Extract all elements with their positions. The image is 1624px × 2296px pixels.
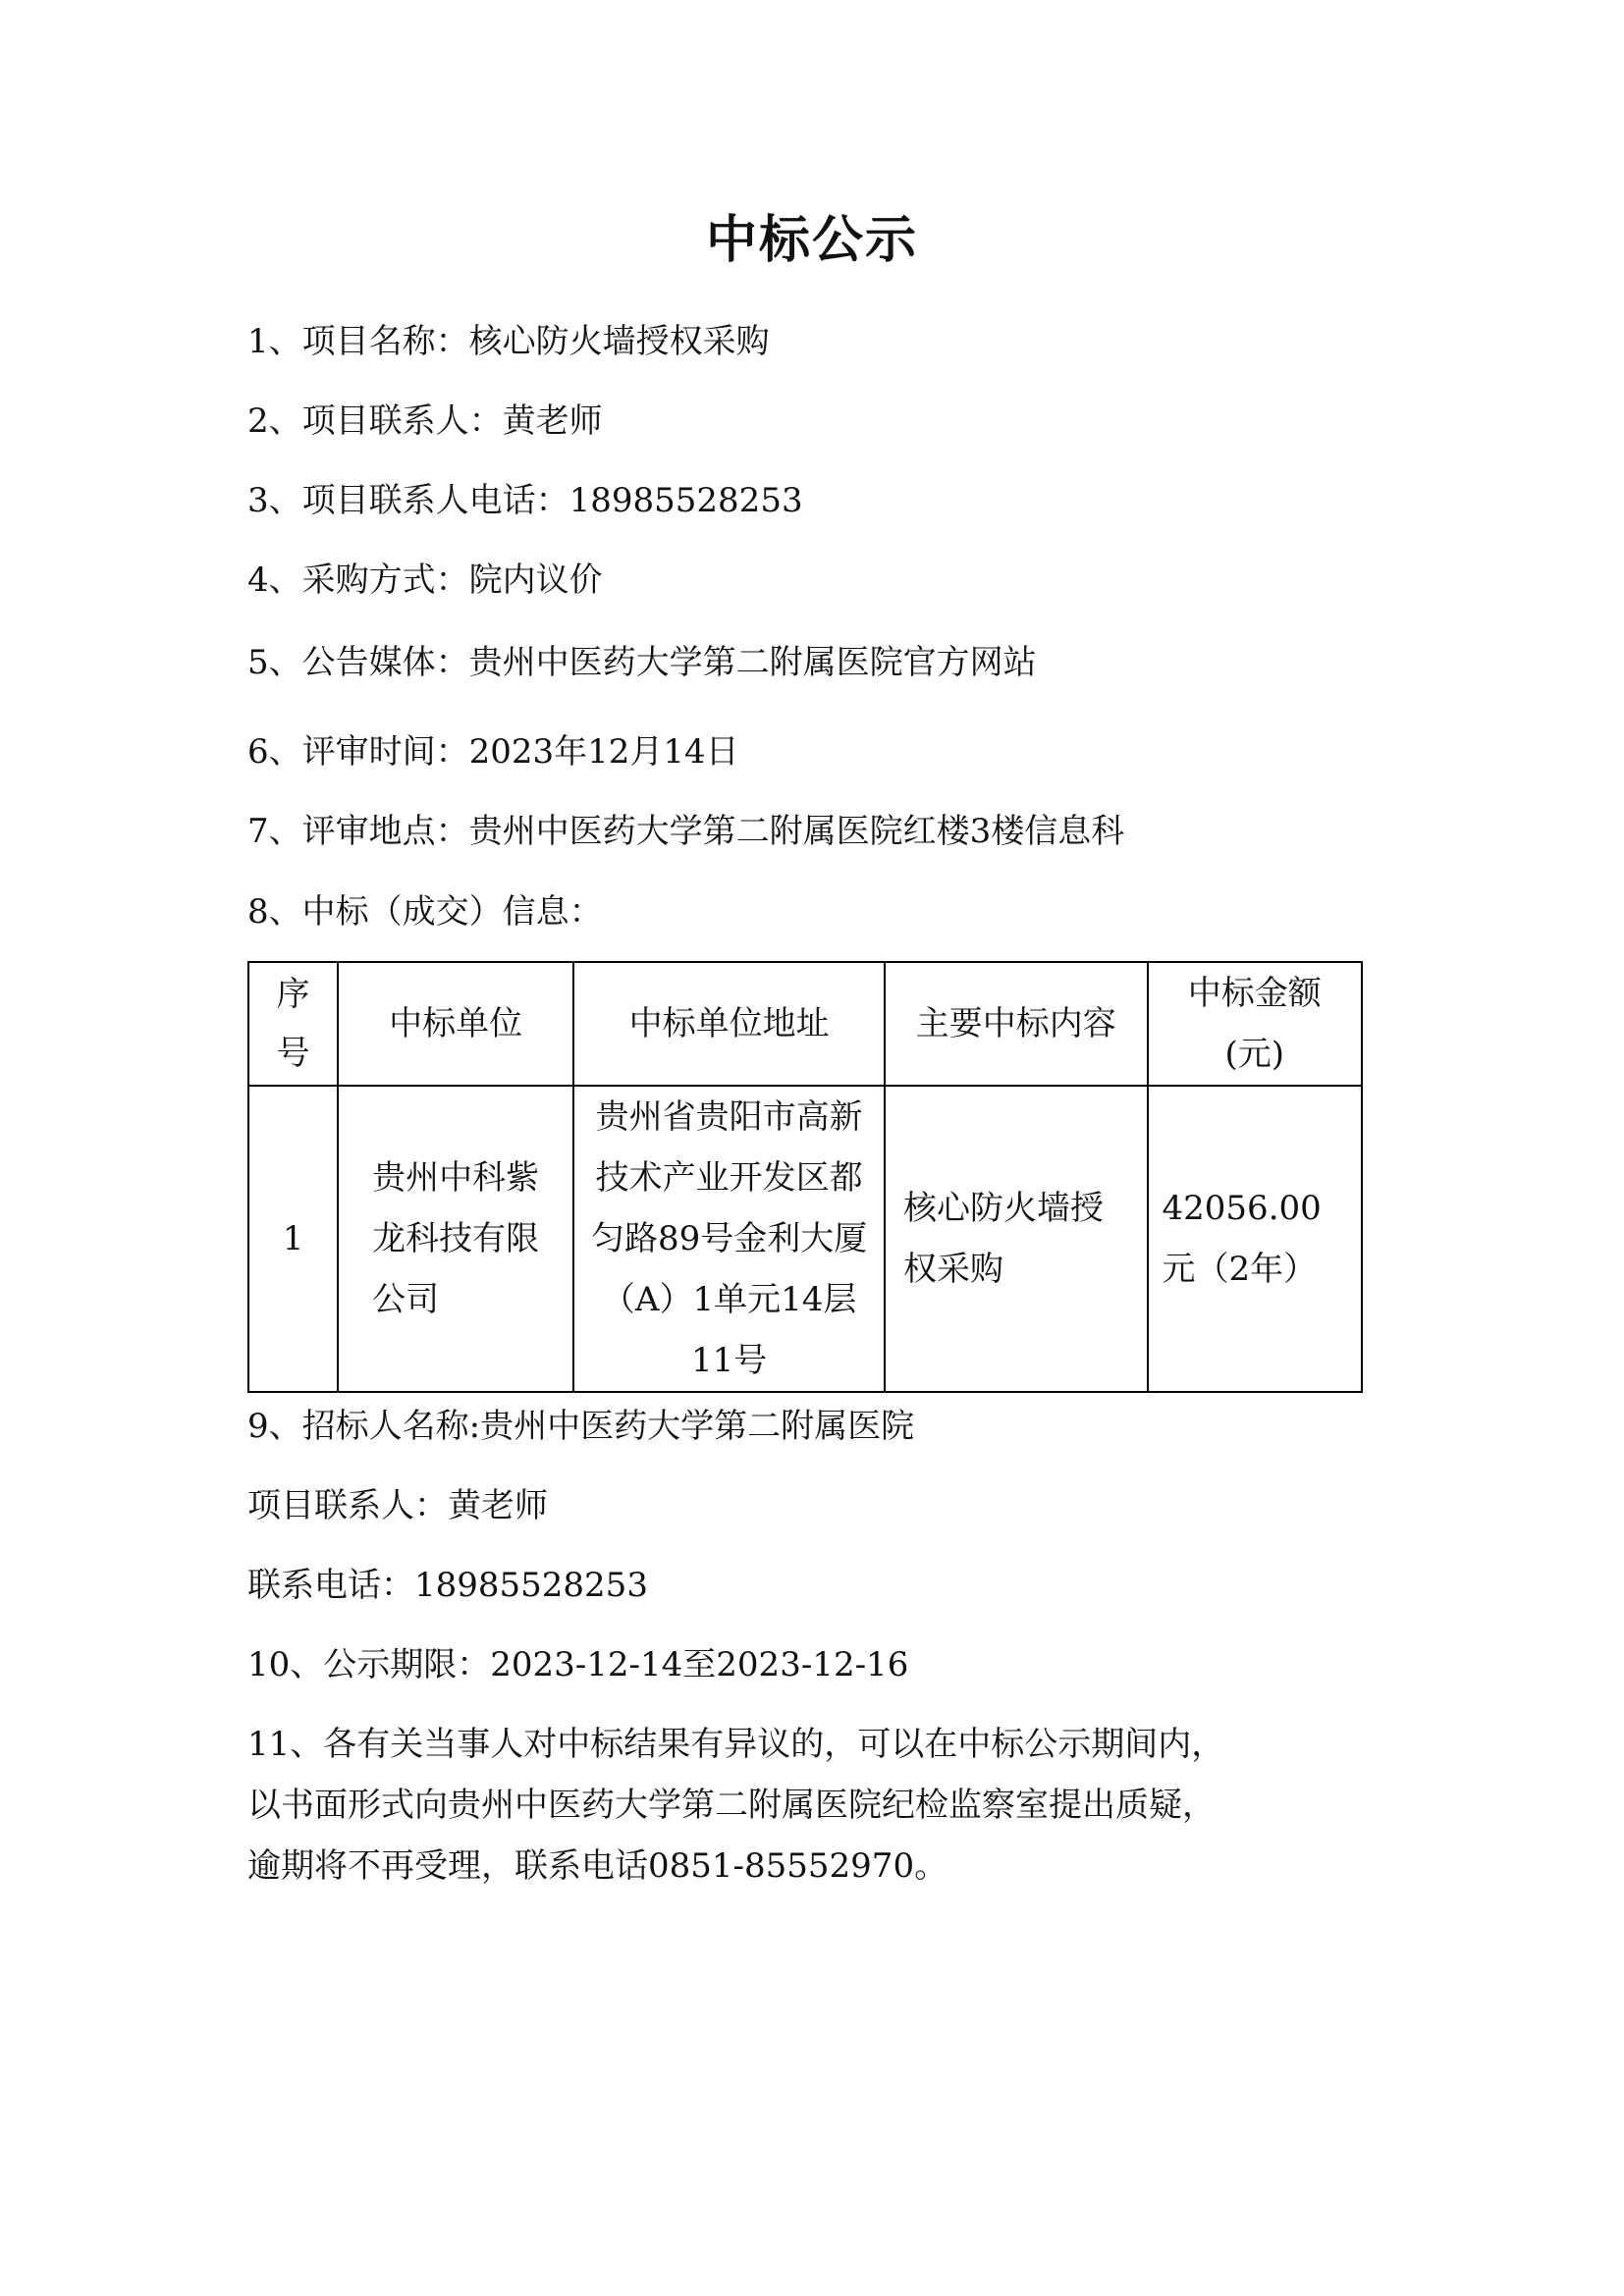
review-location-line: 7、评审地点：贵州中医药大学第二附属医院红楼3楼信息科	[247, 812, 1125, 851]
review-time-line: 6、评审时间：2023年12月14日	[247, 732, 739, 772]
cell-content: 核心防火墙授权采购	[885, 1086, 1148, 1392]
publicity-period-line: 10、公示期限：2023-12-14至2023-12-16	[247, 1645, 909, 1684]
procurement-method-line: 4、采购方式：院内议价	[247, 561, 603, 600]
award-info-heading: 8、中标（成交）信息：	[247, 892, 603, 932]
award-table	[247, 961, 1363, 1393]
table-header-row	[248, 962, 1362, 1086]
media-line: 5、公告媒体：贵州中医药大学第二附属医院官方网站	[247, 643, 1037, 682]
cell-amount: 42056.00元（2年）	[1148, 1086, 1362, 1392]
header-content: 主要中标内容	[885, 962, 1148, 1086]
cell-unit: 贵州中科紫龙科技有限公司	[338, 1086, 573, 1392]
header-address: 中标单位地址	[573, 962, 885, 1086]
page-title: 中标公示	[705, 211, 918, 270]
cell-address: 贵州省贵阳市高新技术产业开发区都匀路89号金利大厦（A）1单元14层11号	[573, 1086, 885, 1392]
table-row	[248, 1086, 1362, 1392]
header-amount-label: 中标金额(元)	[1187, 974, 1322, 1074]
project-phone-line: 3、项目联系人电话：18985528253	[247, 481, 803, 520]
header-seq-label: 序号	[276, 974, 310, 1073]
project-name-line: 1、项目名称：核心防火墙授权采购	[247, 322, 770, 361]
project-contact-line: 2、项目联系人：黄老师	[247, 401, 603, 441]
header-amount	[1148, 962, 1362, 1086]
objection-line-2: 以书面形式向贵州中医药大学第二附属医院纪检监察室提出质疑，	[247, 1786, 1216, 1825]
contact-person-line: 项目联系人：黄老师	[247, 1486, 548, 1525]
objection-line-3: 逾期将不再受理，联系电话0851-85552970。	[247, 1846, 948, 1886]
header-seq	[248, 962, 338, 1086]
tenderer-line: 9、招标人名称:贵州中医药大学第二附属医院	[247, 1407, 915, 1446]
objection-line-1: 11、各有关当事人对中标结果有异议的，可以在中标公示期间内，	[247, 1725, 1225, 1764]
cell-seq: 1	[248, 1086, 338, 1392]
contact-phone-line: 联系电话：18985528253	[247, 1566, 648, 1605]
header-unit: 中标单位	[338, 962, 573, 1086]
